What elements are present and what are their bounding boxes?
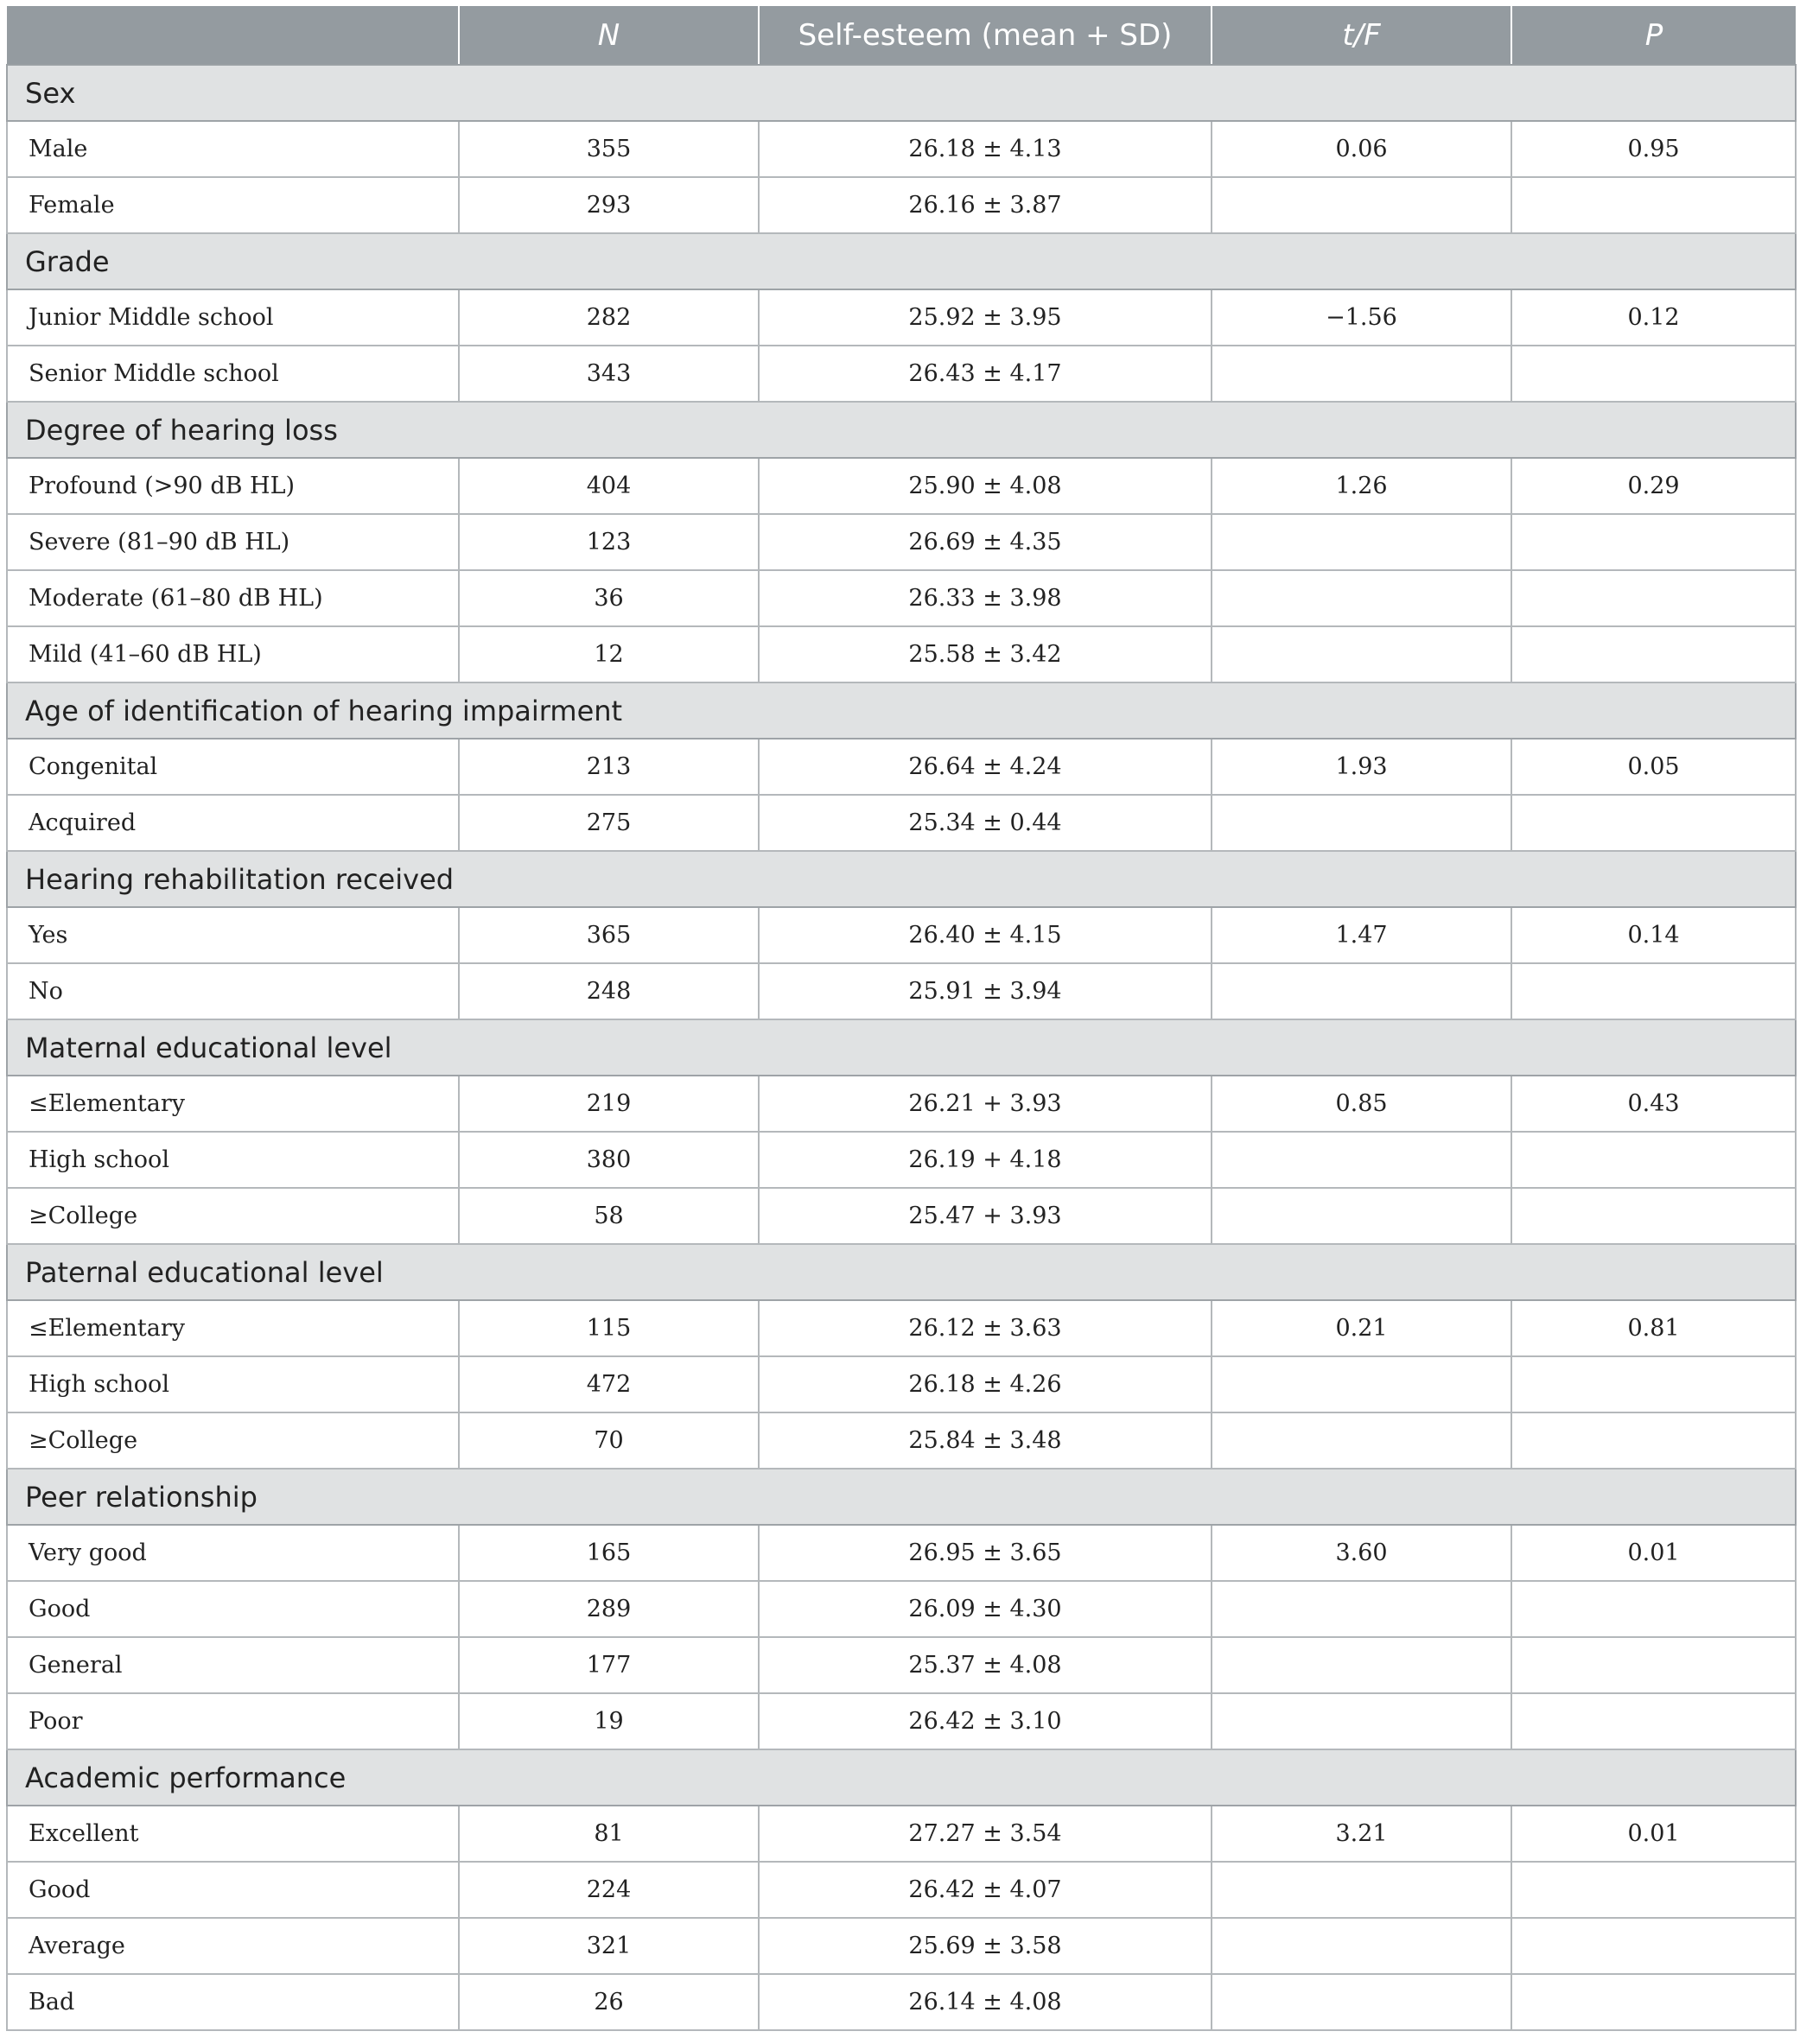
- n-cell: 275: [459, 795, 759, 851]
- table-row: [7, 1974, 1796, 2030]
- table-row: [7, 121, 1796, 177]
- t-f-cell: [1212, 1356, 1511, 1412]
- p-value-cell: 0.05: [1511, 739, 1796, 795]
- section-header-row: [7, 1749, 1796, 1806]
- t-f-cell: [1212, 1581, 1511, 1637]
- row-label-cell: Good: [7, 1581, 459, 1637]
- n-cell: 355: [459, 121, 759, 177]
- t-f-cell: [1212, 1637, 1511, 1693]
- self-esteem-cell: 27.27 ± 3.54: [759, 1806, 1212, 1862]
- row-label-cell: Moderate (61–80 dB HL): [7, 570, 459, 626]
- row-label-cell: Female: [7, 177, 459, 233]
- self-esteem-cell: 26.16 ± 3.87: [759, 177, 1212, 233]
- t-f-cell: [1212, 514, 1511, 570]
- p-value-cell: [1511, 1637, 1796, 1693]
- p-value-cell: [1511, 963, 1796, 1019]
- row-label-cell: Average: [7, 1918, 459, 1974]
- n-cell: 321: [459, 1918, 759, 1974]
- t-f-cell: [1212, 795, 1511, 851]
- t-f-cell: [1212, 1188, 1511, 1244]
- p-value-cell: [1511, 1581, 1796, 1637]
- n-cell: 19: [459, 1693, 759, 1749]
- p-value-cell: 0.81: [1511, 1300, 1796, 1356]
- n-cell: 248: [459, 963, 759, 1019]
- t-f-cell: 0.85: [1212, 1076, 1511, 1132]
- self-esteem-cell: 25.92 ± 3.95: [759, 289, 1212, 346]
- table-row: [7, 963, 1796, 1019]
- n-cell: 380: [459, 1132, 759, 1188]
- row-label-cell: High school: [7, 1356, 459, 1412]
- table-row: [7, 1300, 1796, 1356]
- row-label-cell: ≤Elementary: [7, 1076, 459, 1132]
- p-value-cell: [1511, 346, 1796, 402]
- n-cell: 165: [459, 1525, 759, 1581]
- table-row: [7, 1356, 1796, 1412]
- n-cell: 123: [459, 514, 759, 570]
- p-value-cell: 0.95: [1511, 121, 1796, 177]
- table-row: [7, 626, 1796, 682]
- self-esteem-cell: 26.33 ± 3.98: [759, 570, 1212, 626]
- p-value-cell: [1511, 1974, 1796, 2030]
- table-row: [7, 177, 1796, 233]
- n-cell: 404: [459, 458, 759, 514]
- p-value-cell: [1511, 1188, 1796, 1244]
- self-esteem-cell: 26.09 ± 4.30: [759, 1581, 1212, 1637]
- table-row: [7, 570, 1796, 626]
- section-header-row: [7, 65, 1796, 121]
- self-esteem-table: [6, 6, 1797, 2031]
- section-header-row: [7, 1244, 1796, 1300]
- p-value-cell: [1511, 1693, 1796, 1749]
- t-f-cell: [1212, 1974, 1511, 2030]
- n-cell: 289: [459, 1581, 759, 1637]
- section-title: Grade: [7, 233, 1796, 289]
- n-cell: 282: [459, 289, 759, 346]
- table-row: [7, 739, 1796, 795]
- section-header-row: [7, 682, 1796, 739]
- p-value-cell: 0.43: [1511, 1076, 1796, 1132]
- t-f-cell: [1212, 177, 1511, 233]
- header-p: P: [1511, 6, 1796, 65]
- row-label-cell: General: [7, 1637, 459, 1693]
- self-esteem-cell: 26.40 ± 4.15: [759, 907, 1212, 963]
- row-label-cell: Poor: [7, 1693, 459, 1749]
- row-label-cell: Excellent: [7, 1806, 459, 1862]
- t-f-cell: 1.26: [1212, 458, 1511, 514]
- self-esteem-cell: 26.64 ± 4.24: [759, 739, 1212, 795]
- p-value-cell: [1511, 177, 1796, 233]
- t-f-cell: [1212, 626, 1511, 682]
- section-title: Hearing rehabilitation received: [7, 851, 1796, 907]
- self-esteem-cell: 25.47 + 3.93: [759, 1188, 1212, 1244]
- table-body: [7, 65, 1796, 2030]
- t-f-cell: 0.06: [1212, 121, 1511, 177]
- p-value-cell: [1511, 514, 1796, 570]
- n-cell: 12: [459, 626, 759, 682]
- table-row: [7, 1693, 1796, 1749]
- p-value-cell: [1511, 1356, 1796, 1412]
- n-cell: 115: [459, 1300, 759, 1356]
- n-cell: 343: [459, 346, 759, 402]
- self-esteem-cell: 26.12 ± 3.63: [759, 1300, 1212, 1356]
- row-label-cell: Mild (41–60 dB HL): [7, 626, 459, 682]
- section-header-row: [7, 1019, 1796, 1076]
- t-f-cell: [1212, 1918, 1511, 1974]
- n-cell: 81: [459, 1806, 759, 1862]
- p-value-cell: [1511, 795, 1796, 851]
- section-header-row: [7, 851, 1796, 907]
- table-row: [7, 289, 1796, 346]
- self-esteem-cell: 25.90 ± 4.08: [759, 458, 1212, 514]
- self-esteem-cell: 25.34 ± 0.44: [759, 795, 1212, 851]
- row-label-cell: Severe (81–90 dB HL): [7, 514, 459, 570]
- row-label-cell: ≥College: [7, 1412, 459, 1469]
- table-row: [7, 795, 1796, 851]
- p-value-cell: 0.14: [1511, 907, 1796, 963]
- t-f-cell: [1212, 963, 1511, 1019]
- section-header-row: [7, 233, 1796, 289]
- t-f-cell: 3.21: [1212, 1806, 1511, 1862]
- t-f-cell: 1.93: [1212, 739, 1511, 795]
- row-label-cell: Profound (>90 dB HL): [7, 458, 459, 514]
- section-title: Degree of hearing loss: [7, 402, 1796, 458]
- row-label-cell: ≤Elementary: [7, 1300, 459, 1356]
- table-row: [7, 1918, 1796, 1974]
- section-title: Age of identification of hearing impairment: [7, 682, 1796, 739]
- t-f-cell: [1212, 1693, 1511, 1749]
- table-row: [7, 1076, 1796, 1132]
- header-variable: [7, 6, 459, 65]
- p-value-cell: [1511, 570, 1796, 626]
- self-esteem-cell: 26.42 ± 3.10: [759, 1693, 1212, 1749]
- row-label-cell: High school: [7, 1132, 459, 1188]
- section-title: Paternal educational level: [7, 1244, 1796, 1300]
- n-cell: 70: [459, 1412, 759, 1469]
- table-row: [7, 1188, 1796, 1244]
- self-esteem-cell: 26.69 ± 4.35: [759, 514, 1212, 570]
- self-esteem-cell: 26.14 ± 4.08: [759, 1974, 1212, 2030]
- t-f-cell: [1212, 1412, 1511, 1469]
- table-row: [7, 1862, 1796, 1918]
- section-title: Peer relationship: [7, 1469, 1796, 1525]
- t-f-cell: [1212, 1132, 1511, 1188]
- n-cell: 213: [459, 739, 759, 795]
- header-self-esteem: Self-esteem (mean + SD): [759, 6, 1212, 65]
- p-value-cell: 0.01: [1511, 1806, 1796, 1862]
- self-esteem-cell: 25.84 ± 3.48: [759, 1412, 1212, 1469]
- row-label-cell: No: [7, 963, 459, 1019]
- t-f-cell: 0.21: [1212, 1300, 1511, 1356]
- p-value-cell: [1511, 1132, 1796, 1188]
- n-cell: 58: [459, 1188, 759, 1244]
- self-esteem-cell: 26.43 ± 4.17: [759, 346, 1212, 402]
- t-f-cell: [1212, 570, 1511, 626]
- p-value-cell: 0.12: [1511, 289, 1796, 346]
- self-esteem-cell: 25.91 ± 3.94: [759, 963, 1212, 1019]
- row-label-cell: Good: [7, 1862, 459, 1918]
- section-title: Academic performance: [7, 1749, 1796, 1806]
- row-label-cell: Yes: [7, 907, 459, 963]
- self-esteem-cell: 25.37 ± 4.08: [759, 1637, 1212, 1693]
- header-n: N: [459, 6, 759, 65]
- table-row: [7, 1525, 1796, 1581]
- self-esteem-cell: 26.95 ± 3.65: [759, 1525, 1212, 1581]
- p-value-cell: [1511, 1918, 1796, 1974]
- self-esteem-cell: 25.58 ± 3.42: [759, 626, 1212, 682]
- section-header-row: [7, 402, 1796, 458]
- section-title: Maternal educational level: [7, 1019, 1796, 1076]
- n-cell: 293: [459, 177, 759, 233]
- row-label-cell: Junior Middle school: [7, 289, 459, 346]
- row-label-cell: Congenital: [7, 739, 459, 795]
- header-t-f: t/F: [1212, 6, 1511, 65]
- n-cell: 177: [459, 1637, 759, 1693]
- n-cell: 365: [459, 907, 759, 963]
- t-f-cell: 1.47: [1212, 907, 1511, 963]
- self-esteem-cell: 26.18 ± 4.13: [759, 121, 1212, 177]
- self-esteem-cell: 26.18 ± 4.26: [759, 1356, 1212, 1412]
- self-esteem-cell: 26.19 + 4.18: [759, 1132, 1212, 1188]
- p-value-cell: [1511, 626, 1796, 682]
- row-label-cell: Bad: [7, 1974, 459, 2030]
- table-row: [7, 458, 1796, 514]
- row-label-cell: Male: [7, 121, 459, 177]
- table-row: [7, 1581, 1796, 1637]
- p-value-cell: 0.29: [1511, 458, 1796, 514]
- t-f-cell: [1212, 346, 1511, 402]
- n-cell: 472: [459, 1356, 759, 1412]
- section-header-row: [7, 1469, 1796, 1525]
- t-f-cell: −1.56: [1212, 289, 1511, 346]
- table-row: [7, 1132, 1796, 1188]
- row-label-cell: Acquired: [7, 795, 459, 851]
- p-value-cell: 0.01: [1511, 1525, 1796, 1581]
- section-title: Sex: [7, 65, 1796, 121]
- n-cell: 26: [459, 1974, 759, 2030]
- self-esteem-cell: 26.21 + 3.93: [759, 1076, 1212, 1132]
- table-row: [7, 346, 1796, 402]
- t-f-cell: 3.60: [1212, 1525, 1511, 1581]
- p-value-cell: [1511, 1412, 1796, 1469]
- row-label-cell: ≥College: [7, 1188, 459, 1244]
- table-row: [7, 1412, 1796, 1469]
- table-row: [7, 1637, 1796, 1693]
- table-row: [7, 907, 1796, 963]
- n-cell: 219: [459, 1076, 759, 1132]
- header-row: [7, 6, 1796, 65]
- table-row: [7, 514, 1796, 570]
- table-row: [7, 1806, 1796, 1862]
- self-esteem-cell: 26.42 ± 4.07: [759, 1862, 1212, 1918]
- table-header: [7, 6, 1796, 65]
- t-f-cell: [1212, 1862, 1511, 1918]
- row-label-cell: Senior Middle school: [7, 346, 459, 402]
- n-cell: 224: [459, 1862, 759, 1918]
- n-cell: 36: [459, 570, 759, 626]
- self-esteem-cell: 25.69 ± 3.58: [759, 1918, 1212, 1974]
- row-label-cell: Very good: [7, 1525, 459, 1581]
- p-value-cell: [1511, 1862, 1796, 1918]
